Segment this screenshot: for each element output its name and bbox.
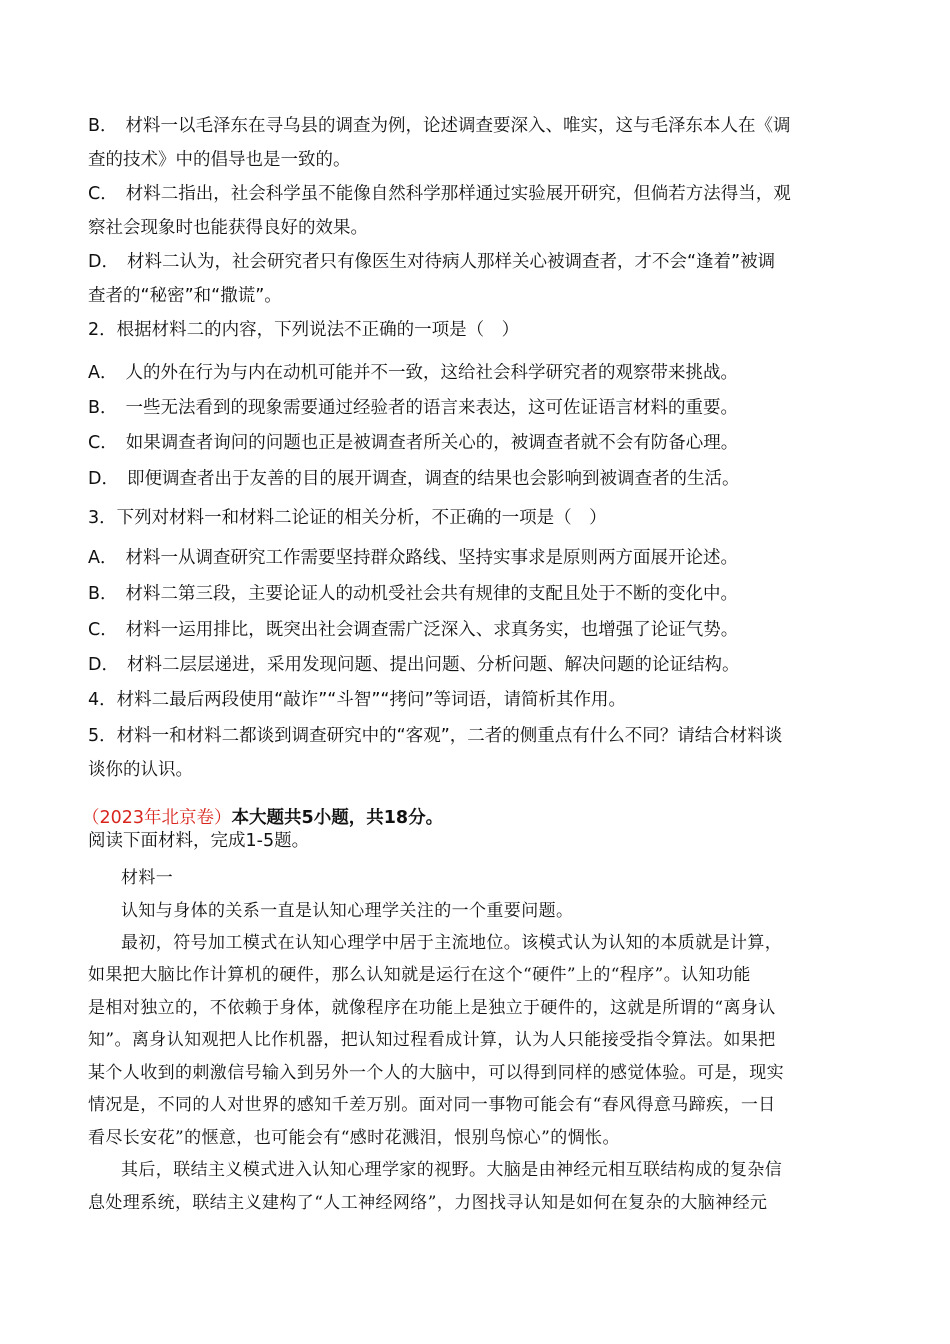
- passage-line: 是相对独立的，不依赖于身体，就像程序在功能上是独立于硬件的，这就是所谓的“离身认: [88, 998, 776, 1018]
- q3-option-d: [88, 653, 878, 677]
- option-label: B．: [88, 116, 118, 136]
- passage-line: 知”。离身认知观把人比作机器，把认知过程看成计算，认为人只能接受指令算法。如果把: [88, 1030, 776, 1050]
- option-text: 如果调查者询问的问题也正是被调查者所关心的，被调查者就不会有防备心理。: [125, 433, 739, 453]
- option-text: 一些无法看到的现象需要通过经验者的语言来表达，这可佐证语言材料的重要。: [125, 398, 739, 418]
- option-text: 人的外在行为与内在动机可能并不一致，这给社会科学研究者的观察带来挑战。: [125, 363, 738, 383]
- option-label: C．: [88, 620, 118, 640]
- passage-line: 息处理系统，联结主义建构了“人工神经网络”，力图找寻认知是如何在复杂的大脑神经元: [88, 1193, 768, 1213]
- option-text: 材料一运用排比，既突出社会调查需广泛深入、求真务实，也增强了论证气势。: [125, 620, 739, 640]
- passage-line: 如果把大脑比作计算机的硬件，那么认知就是运行在这个“硬件”上的“程序”。认知功能: [88, 965, 751, 985]
- q5-stem: 5．材料一和材料二都谈到调查研究中的“客观”，二者的侧重点有什么不同？请结合材料谈: [88, 726, 783, 746]
- passage-line: 情况是，不同的人对世界的感知千差万别。面对同一事物可能会有“春风得意马蹄疾，一日: [88, 1095, 776, 1115]
- q1-option-d: [88, 250, 878, 274]
- passage-line: 其后，联结主义模式进入认知心理学家的视野。大脑是由神经元相互联结构成的复杂信: [121, 1160, 783, 1180]
- option-label: D．: [88, 655, 119, 675]
- option-label: B．: [88, 398, 118, 418]
- q3-option-c: [88, 618, 878, 642]
- q2-option-a: [88, 361, 878, 385]
- exam-source: （2023年北京卷）: [82, 808, 232, 828]
- passage-title: 材料一: [121, 868, 174, 888]
- option-label: A．: [88, 548, 118, 568]
- q2-option-c: [88, 431, 878, 455]
- option-text: 材料二认为，社会研究者只有像医生对待病人那样关心被调查者，才不会“逢着”被调: [126, 252, 776, 272]
- option-label: D．: [88, 469, 119, 489]
- option-text: 材料二指出，社会科学虽不能像自然科学那样通过实验展开研究，但倘若方法得当，观: [125, 184, 791, 204]
- q3-option-a: [88, 546, 878, 570]
- q4-stem: 4．材料二最后两段使用“敲诈”“斗智”“拷问”等词语，请简析其作用。: [88, 690, 627, 710]
- section-summary: 本大题共5小题，共18分。: [231, 808, 444, 828]
- section-instruction: 阅读下面材料，完成1-5题。: [88, 831, 310, 851]
- option-text: 材料二层层递进，采用发现问题、提出问题、分析问题、解决问题的论证结构。: [126, 655, 740, 675]
- option-label: A．: [88, 363, 118, 383]
- option-label: C．: [88, 184, 118, 204]
- q1-option-b-cont: 查的技术》中的倡导也是一致的。: [88, 150, 351, 170]
- option-label: B．: [88, 584, 118, 604]
- q2-option-b: [88, 396, 878, 420]
- passage-line: 看尽长安花”的惬意，也可能会有“感时花溅泪，恨别鸟惊心”的惆怅。: [88, 1128, 620, 1148]
- q1-option-b: [88, 114, 878, 138]
- q1-option-c: [88, 182, 878, 206]
- q3-stem: 3．下列对材料一和材料二论证的相关分析，不正确的一项是（ ）: [88, 508, 607, 528]
- section-header: [82, 806, 872, 830]
- q1-option-c-cont: 察社会现象时也能获得良好的效果。: [88, 218, 368, 238]
- option-text: 即便调查者出于友善的目的展开调查，调查的结果也会影响到被调查者的生活。: [126, 469, 740, 489]
- option-text: 材料一从调查研究工作需要坚持群众路线、坚持实事求是原则两方面展开论述。: [125, 548, 738, 568]
- q1-option-d-cont: 查者的“秘密”和“撒谎”。: [88, 286, 282, 306]
- passage-line: 最初，符号加工模式在认知心理学中居于主流地位。该模式认为认知的本质就是计算，: [121, 933, 783, 953]
- q2-option-d: [88, 467, 878, 491]
- option-text: 材料一以毛泽东在寻乌县的调查为例，论述调查要深入、唯实，这与毛泽东本人在《调: [125, 116, 791, 136]
- q5-stem-cont: 谈你的认识。: [88, 760, 193, 780]
- q3-option-b: [88, 582, 878, 606]
- passage-line: 某个人收到的刺激信号输入到另外一个人的大脑中，可以得到同样的感觉体验。可是，现实: [88, 1063, 784, 1083]
- option-label: D．: [88, 252, 119, 272]
- option-label: C．: [88, 433, 118, 453]
- q2-stem: 2．根据材料二的内容，下列说法不正确的一项是（ ）: [88, 320, 520, 340]
- option-text: 材料二第三段，主要论证人的动机受社会共有规律的支配且处于不断的变化中。: [125, 584, 739, 604]
- passage-line: 认知与身体的关系一直是认知心理学关注的一个重要问题。: [121, 901, 574, 921]
